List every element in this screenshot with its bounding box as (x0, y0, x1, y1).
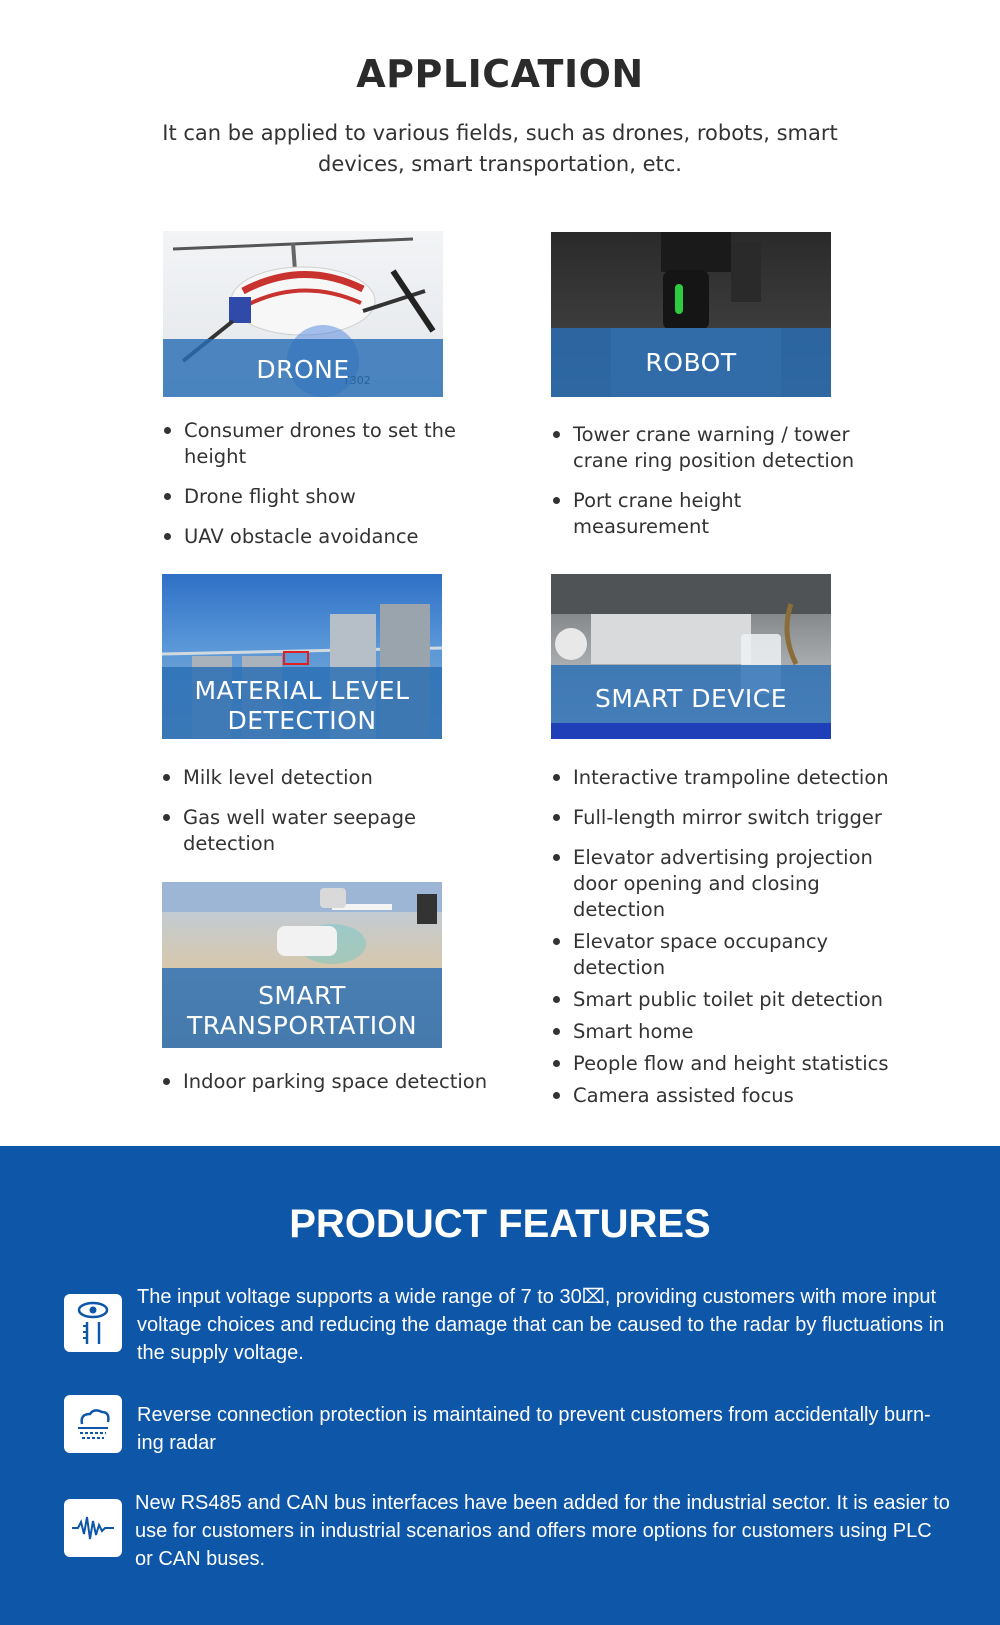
robot-label: ROBOT (551, 328, 831, 397)
list-item: Full-length mirror switch trigger (552, 805, 912, 831)
smart-transportation-label-line1: SMART (258, 981, 346, 1010)
cloud-wave-icon (64, 1395, 122, 1453)
material-level-label-line2: DETECTION (227, 706, 377, 735)
robot-use-list (552, 422, 882, 540)
smart-device-image-card (551, 574, 831, 739)
application-title: APPLICATION (356, 52, 644, 96)
list-item: Tower crane warning / tower crane ring position detection (552, 422, 882, 474)
smart-transportation-label (162, 968, 442, 1048)
list-item: UAV obstacle avoidance (163, 524, 513, 550)
material-level-use-list (162, 765, 512, 857)
smart-device-use-list (552, 765, 912, 1109)
material-level-label-line1: MATERIAL LEVEL (194, 676, 410, 705)
material-level-label (162, 667, 442, 739)
list-item: People flow and height statistics (552, 1051, 912, 1077)
list-item: Elevator advertising projection door opening and closing detection (552, 845, 912, 923)
product-features-section (0, 1146, 1000, 1625)
application-subtitle: It can be applied to various fields, such as drones, robots, smart devices, smart transportation, etc. (162, 121, 838, 176)
drone-label: DRONE (163, 339, 443, 397)
list-item: Smart public toilet pit detection (552, 987, 912, 1013)
smart-transportation-label-line2: TRANSPORTATION (186, 1011, 418, 1040)
smart-transportation-image-card (162, 882, 442, 1048)
feature-text-bus-interfaces: New RS485 and CAN bus interfaces have been added for the industrial sector. It is easier to use for customers in industrial scenarios and offers more options for customers using PLC or CAN buses. (135, 1492, 950, 1570)
robot-image-card (551, 232, 831, 397)
drone-image-card (163, 231, 443, 397)
list-item: Milk level detection (162, 765, 512, 791)
list-item: Interactive trampoline detection (552, 765, 912, 791)
eye-ruler-icon (64, 1294, 122, 1352)
smart-transportation-use-list (162, 1069, 512, 1095)
list-item: Consumer drones to set the height (163, 418, 513, 470)
feature-text-voltage: The input voltage supports a wide range of 7 to 30⌧, providing customers with more input voltage choices and reducing the damage that can be caused to the radar by fluctuations in the supply voltage. (137, 1286, 945, 1364)
smart-device-label: SMART DEVICE (551, 665, 831, 723)
list-item: Drone flight show (163, 484, 513, 510)
list-item: Port crane height measurement (552, 488, 882, 540)
waveform-icon (64, 1499, 122, 1557)
product-features-title: PRODUCT FEATURES (289, 1202, 711, 1246)
drone-use-list (163, 418, 513, 550)
list-item: Smart home (552, 1019, 912, 1045)
list-item: Gas well water seepage detection (162, 805, 512, 857)
list-item: Camera assisted focus (552, 1083, 912, 1109)
feature-text-reverse-protection: Reverse connection protection is maintained to prevent customers from accidentally burn- ing radar (137, 1404, 931, 1454)
smart-device-accent-bar (551, 723, 831, 739)
material-level-image-card (162, 574, 442, 739)
list-item: Elevator space occupancy detection (552, 929, 912, 981)
list-item: Indoor parking space detection (162, 1069, 512, 1095)
